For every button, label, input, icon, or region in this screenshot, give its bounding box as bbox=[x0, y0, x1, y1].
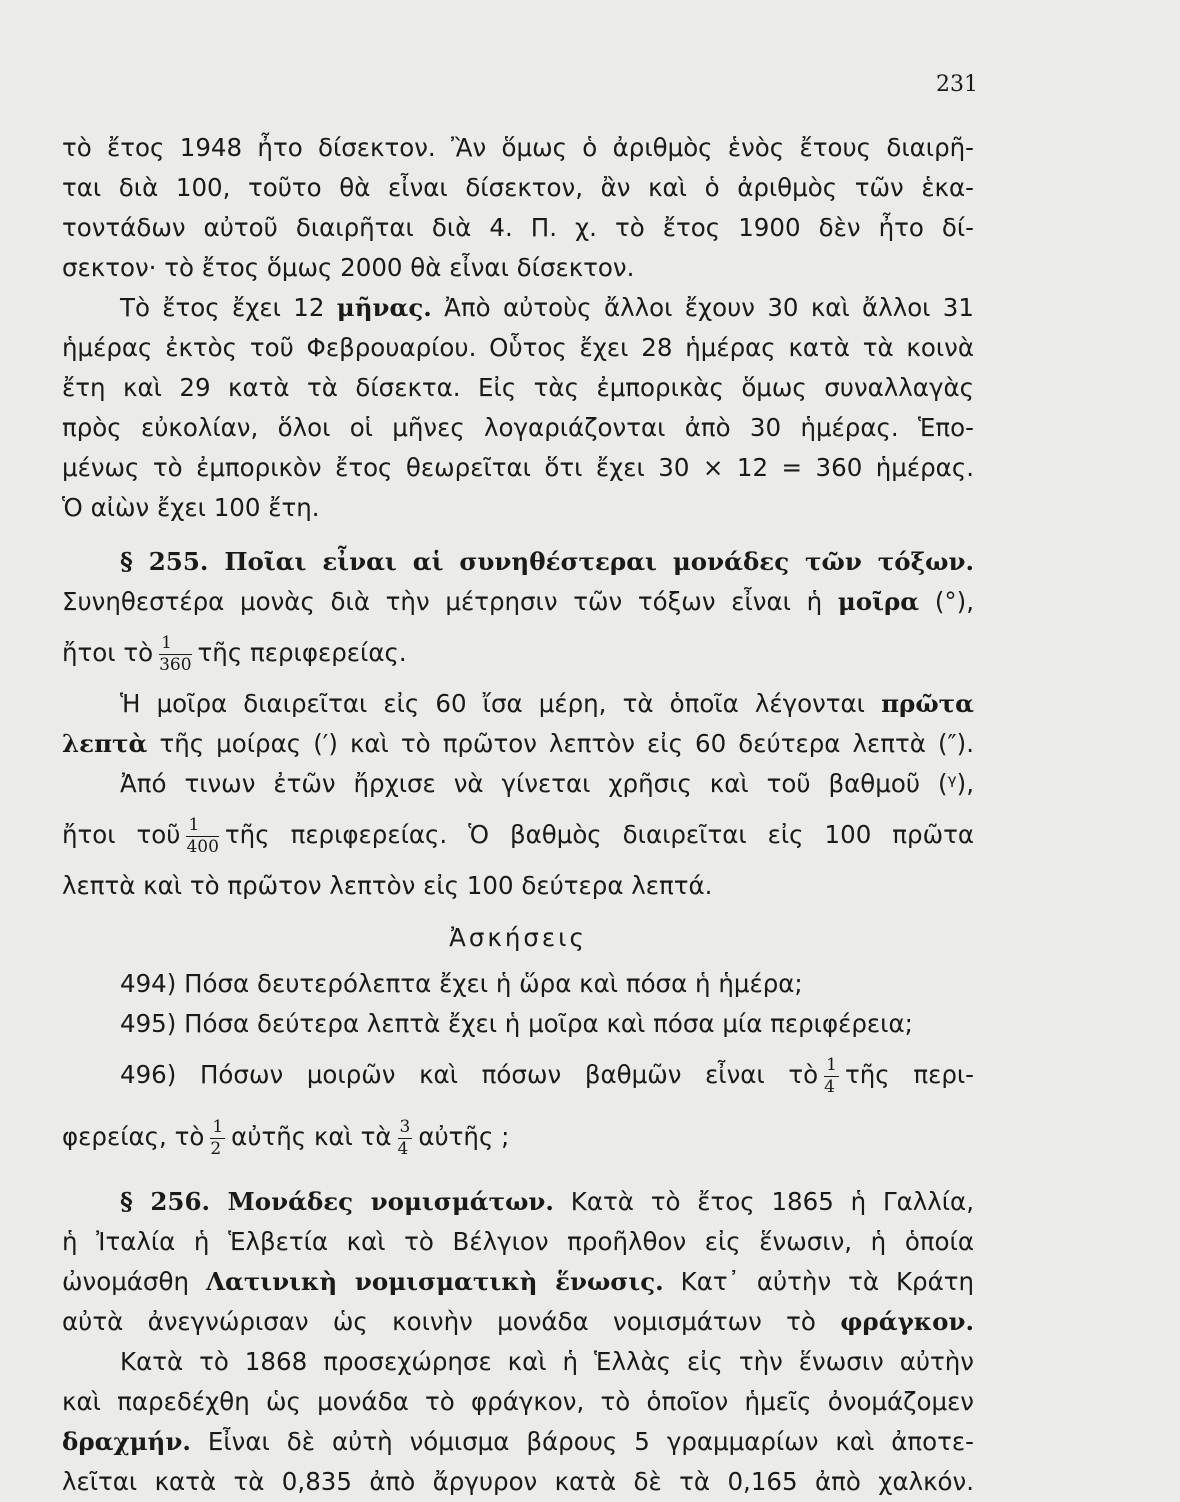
text-line: ἡμέρας ἐκτὸς τοῦ Φεβρουαρίου. Οὗτος ἔχει 28 ἡμέρας κατὰ τὰ κοινὰ bbox=[62, 333, 974, 362]
fraction-1-360: $\frac{1}{360}$ bbox=[159, 632, 192, 675]
fraction-1-400: $\frac{1}{400}$ bbox=[186, 814, 219, 857]
fraction-1-4: $\frac{1}{4}$ bbox=[824, 1054, 837, 1097]
text-line: λεπτὰ τῆς μοίρας (′) καὶ τὸ πρῶτον λεπτὸν εἰς 60 δεύτερα λεπτὰ (″). bbox=[62, 729, 975, 758]
bold-term: μοῖρα bbox=[837, 587, 920, 616]
text-line: σεκτον· τὸ ἔτος ὅμως 2000 θὰ εἶναι δίσεκτον. bbox=[62, 253, 635, 282]
text-line: ἤτοι τὸ $\frac{1}{360}$ τῆς περιφερείας. bbox=[62, 632, 407, 675]
bold-term: μῆνας. bbox=[336, 293, 432, 322]
bold-term: λεπτὰ bbox=[62, 729, 148, 758]
bold-term: φράγκον. bbox=[840, 1307, 974, 1336]
text-line: Κατὰ τὸ 1868 προσεχώρησε καὶ ἡ Ἑλλὰς εἰς τὴν ἕνωσιν αὐτὴν bbox=[120, 1347, 974, 1376]
bold-term: πρῶτα bbox=[881, 689, 974, 718]
bold-term: Λατινικὴ νομισματικὴ ἕνωσις. bbox=[205, 1267, 664, 1296]
fraction-3-4: $\frac{3}{4}$ bbox=[397, 1116, 411, 1159]
text-line: Ὁ αἰὼν ἔχει 100 ἔτη. bbox=[62, 493, 320, 522]
text-line: μένως τὸ ἐμπορικὸν ἔτος θεωρεῖται ὅτι ἔχει 30 × 12 = 360 ἡμέρας. bbox=[62, 453, 974, 482]
exercises-heading: Ἀσκήσεις bbox=[449, 923, 587, 952]
text-line: ἤτοι τοῦ $\frac{1}{400}$ τῆς περιφερείας. Ὁ βαθμὸς διαιρεῖται εἰς 100 πρῶτα bbox=[62, 814, 975, 857]
text-line: τὸ ἔτος 1948 ἦτο δίσεκτον. Ἂν ὅμως ὁ ἀριθμὸς ἑνὸς ἔτους διαιρῆ- bbox=[62, 133, 974, 162]
section-heading-255: § 255. Ποῖαι εἶναι αἱ συνηθέστεραι μονάδες τῶν τόξων. bbox=[120, 547, 974, 576]
text-line: Ἀπό τινων ἐτῶν ἤρχισε νὰ γίνεται χρῆσις καὶ τοῦ βαθμοῦ (ᵞ), bbox=[120, 769, 974, 798]
text-line: λεπτὰ καὶ τὸ πρῶτον λεπτὸν εἰς 100 δεύτερα λεπτά. bbox=[62, 871, 713, 900]
text-line: ἔτη καὶ 29 κατὰ τὰ δίσεκτα. Εἰς τὰς ἐμπορικὰς ὅμως συναλλαγὰς bbox=[62, 373, 974, 402]
text-line: ὠνομάσθη Λατινικὴ νομισματικὴ ἕνωσις. Κατ᾿ αὐτὴν τὰ Κράτη bbox=[62, 1267, 974, 1296]
exercise-495: 495) Πόσα δεύτερα λεπτὰ ἔχει ἡ μοῖρα καὶ πόσα μία περιφέρεια; bbox=[120, 1009, 913, 1038]
page-body bbox=[62, 128, 974, 1502]
text-line: Τὸ ἔτος ἔχει 12 μῆνας. Ἀπὸ αὐτοὺς ἄλλοι ἔχουν 30 καὶ ἄλλοι 31 bbox=[120, 293, 974, 322]
text-line: αὐτὰ ἀνεγνώρισαν ὡς κοινὴν μονάδα νομισμάτων τὸ φράγκον. bbox=[62, 1307, 974, 1336]
fraction-1-2: $\frac{1}{2}$ bbox=[210, 1116, 224, 1159]
text-line: ἡ Ἰταλία ἡ Ἑλβετία καὶ τὸ Βέλγιον προῆλθον εἰς ἕνωσιν, ἡ ὁποία bbox=[62, 1227, 974, 1256]
text-line: φερείας, τὸ $\frac{1}{2}$ αὐτῆς καὶ τὰ $\frac{3}{4}$ αὐτῆς ; bbox=[62, 1116, 510, 1159]
text-line: πρὸς εὐκολίαν, ὅλοι οἱ μῆνες λογαριάζονται ἀπὸ 30 ἡμέρας. Ἑπο- bbox=[62, 413, 974, 442]
exercise-494: 494) Πόσα δευτερόλεπτα ἔχει ἡ ὥρα καὶ πόσα ἡ ἡμέρα; bbox=[120, 969, 803, 998]
text-line: καὶ παρεδέχθη ὡς μονάδα τὸ φράγκον, τὸ ὁποῖον ἡμεῖς ὀνομάζομεν bbox=[62, 1387, 974, 1416]
text-line: ται διὰ 100, τοῦτο θὰ εἶναι δίσεκτον, ἂν καὶ ὁ ἀριθμὸς τῶν ἑκα- bbox=[62, 173, 974, 202]
text-line: τοντάδων αὐτοῦ διαιρῆται διὰ 4. Π. χ. τὸ ἔτος 1900 δὲν ἦτο δί- bbox=[62, 213, 974, 242]
exercise-496: 496) Πόσων μοιρῶν καὶ πόσων βαθμῶν εἶναι τὸ $\frac{1}{4}$ τῆς περι- bbox=[120, 1054, 974, 1097]
text-line: λεῖται κατὰ τὰ 0,835 ἀπὸ ἄργυρον κατὰ δὲ τὰ 0,165 ἀπὸ χαλκόν. bbox=[62, 1467, 974, 1496]
text-line: δραχμήν. Εἶναι δὲ αὐτὴ νόμισμα βάρους 5 γραμμαρίων καὶ ἀποτε- bbox=[62, 1427, 974, 1456]
text-line: Ἡ μοῖρα διαιρεῖται εἰς 60 ἴσα μέρη, τὰ ὁποῖα λέγονται πρῶτα bbox=[120, 689, 974, 718]
page-number: 231 bbox=[936, 72, 978, 97]
section-heading-256: § 256. Μονάδες νομισμάτων. Κατὰ τὸ ἔτος 1865 ἡ Γαλλία, bbox=[120, 1187, 974, 1216]
bold-term: δραχμήν. bbox=[62, 1427, 191, 1456]
text-line: Συνηθεστέρα μονὰς διὰ τὴν μέτρησιν τῶν τόξων εἶναι ἡ μοῖρα (°), bbox=[62, 587, 974, 616]
